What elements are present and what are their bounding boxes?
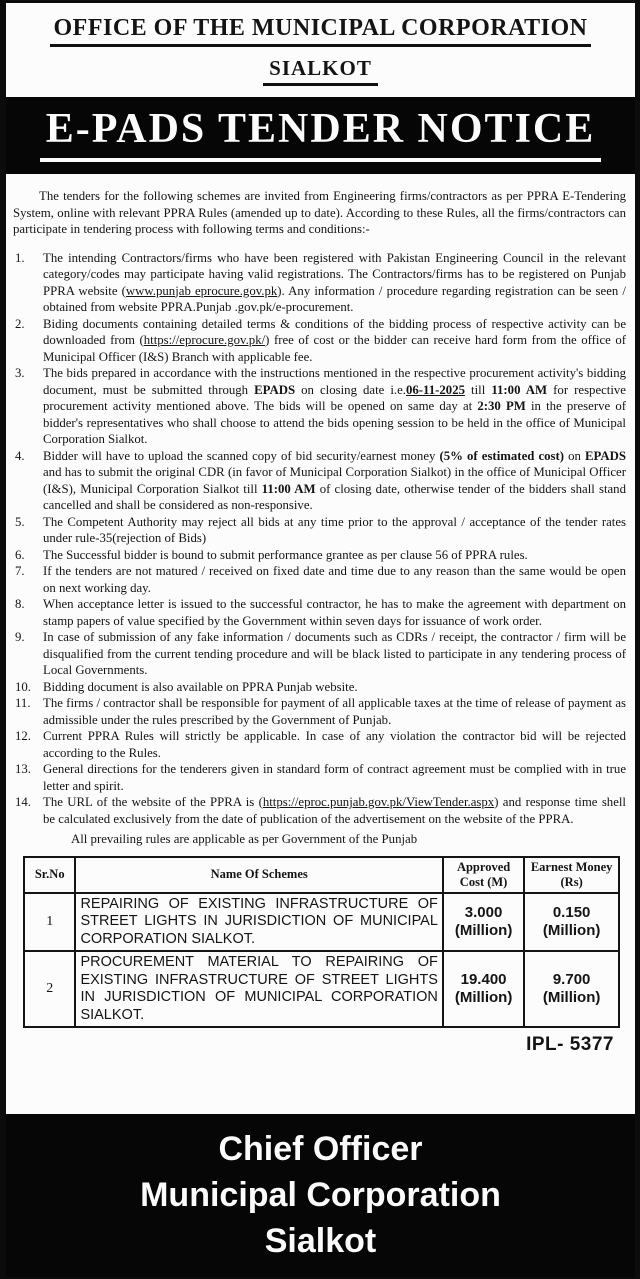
list-item-text	[43, 365, 626, 448]
col-header-scheme-name: Name Of Schemes	[75, 857, 442, 893]
approved-cost-unit: (Million)	[454, 989, 513, 1006]
earnest-money-value: 9.700	[552, 971, 591, 988]
table-row	[24, 951, 619, 1027]
list-item-number: 9.	[15, 630, 25, 644]
text-segment: Bidder will have to upload the scanned copy of bid security/earnest money	[43, 448, 440, 463]
col-header-srno: Sr.No	[24, 857, 75, 893]
footer-line: Sialkot	[264, 1222, 377, 1260]
row-approved-cost	[443, 893, 524, 952]
text-segment: The firms / contractor shall be responsible for payment of all applicable taxes at the time of release of payment as admissible under the rules prescribed by the Government of Punjab.	[43, 696, 626, 727]
list-item-text	[43, 728, 626, 761]
list-item-text	[43, 695, 626, 728]
text-segment: for respective procurement activity mentioned above. The bids will be opened on same day at	[43, 382, 626, 413]
text-segment: Current PPRA Rules will strictly be applicable. In case of any violation the contractor bid will be rejected according to the Rules.	[43, 729, 626, 760]
approved-cost-value: 3.000	[464, 903, 503, 921]
table-header-row	[24, 857, 619, 893]
list-item-number: 10.	[15, 679, 31, 694]
earnest-money-unit: (Million)	[542, 989, 601, 1006]
url-text: https://eproc.punjab.gov.pk/ViewTender.aspx	[262, 795, 495, 809]
text-segment: of closing date, otherwise tender of the bidders shall stand cancelled and shall be considered as non-responsive.	[43, 481, 626, 512]
office-title-text: OFFICE OF THE MUNICIPAL CORPORATION	[50, 15, 592, 47]
text-segment: EPADS	[254, 382, 296, 397]
list-item-text	[43, 761, 626, 794]
list-item	[13, 250, 626, 316]
ipl-code: IPL- 5377	[526, 1034, 614, 1055]
list-item-text	[43, 448, 626, 514]
row-earnest-money	[524, 951, 619, 1027]
url-text: https://eprocure.gov.pk/	[143, 333, 266, 347]
list-item-text	[43, 250, 626, 316]
list-item-number: 2.	[15, 316, 25, 331]
text-segment: ). Any information / procedure regarding registration can be seen / obtained from website PPRA.Punjab .gov.pk/e-procurement.	[43, 283, 626, 314]
list-item-text	[43, 316, 626, 366]
earnest-money-unit: (Million)	[542, 921, 601, 939]
text-segment: The Successful bidder is bound to submit performance grantee as per clause 56 of PPRA rules.	[43, 547, 528, 562]
list-item-text	[43, 794, 626, 827]
list-item-text	[43, 547, 626, 564]
text-segment: Bidding document is also available on PPRA Punjab website.	[43, 679, 358, 694]
list-item-number: 12.	[15, 729, 31, 743]
text-segment: on closing date i.e.	[295, 382, 406, 397]
list-item-number: 11.	[15, 696, 31, 710]
col-header-approved-cost: Approved Cost (M)	[443, 857, 524, 893]
list-item-text	[43, 679, 626, 696]
col-header-earnest-money: Earnest Money (Rs)	[524, 857, 619, 893]
list-item	[13, 547, 626, 564]
list-item	[13, 316, 626, 366]
office-city-text: SIALKOT	[263, 56, 378, 86]
header	[6, 3, 635, 97]
office-title-line2	[14, 47, 627, 86]
list-item	[13, 761, 626, 794]
table-row	[24, 893, 619, 952]
list-item-number: 6.	[15, 547, 25, 562]
list-item-number: 13.	[15, 762, 31, 776]
text-segment: When acceptance letter is issued to the successful contractor, he has to make the agreement with department on stamp papers of value specified by the Government within seven days for issuance of work order.	[43, 597, 626, 628]
text-segment: on	[564, 448, 585, 463]
list-item-number: 14.	[15, 795, 31, 809]
text-segment: and has to submit the original CDR (in favor of Municipal Corporation Sialkot) in the office of Municipal Officer (I&S), Municipal Corporation Sialkot till	[43, 465, 626, 496]
schemes-table	[23, 856, 620, 1029]
text-segment: The intending Contractors/firms who have been registered with Pakistan Engineering Council in the relevant category/codes may participate having valid registrations. The Contractors/firms has to be registered on Punjab PPRA website (	[43, 250, 626, 298]
list-item-number: 5.	[15, 514, 25, 529]
url-text: www.punjab eprocure.gov.pk	[125, 283, 278, 298]
row-srno: 1	[24, 893, 75, 952]
text-segment: 11:00 AM	[261, 481, 316, 496]
list-item-number: 8.	[15, 597, 25, 611]
row-scheme-name: PROCUREMENT MATERIAL TO REPAIRING OF EXISTING INFRASTRUCTURE OF STREET LIGHTS IN JURISDICTION OF MUNICIPAL CORPORATION SIALKOT.	[75, 951, 442, 1027]
text-segment: The bids prepared in accordance with the instructions mentioned in the respective procurement activity's bidding document, must be submitted through	[43, 366, 626, 397]
list-item	[13, 563, 626, 596]
list-item	[13, 679, 626, 696]
terms-list	[13, 250, 626, 828]
list-item	[13, 514, 626, 547]
notice-banner-title: E-PADS TENDER NOTICE	[40, 105, 602, 162]
list-item-text	[43, 514, 626, 547]
text-segment: 06-11-2025	[406, 382, 466, 397]
list-item-text	[43, 563, 626, 596]
list-item-text	[43, 629, 626, 679]
row-earnest-money	[524, 893, 619, 952]
row-approved-cost	[443, 951, 524, 1027]
list-item-text	[43, 596, 626, 629]
text-segment: If the tenders are not matured / received on fixed date and time due to any reason than the same would be open on next working day.	[43, 564, 626, 595]
prevailing-note: All prevailing rules are applicable as per Government of the Punjab	[71, 832, 418, 846]
list-item	[13, 695, 626, 728]
list-item	[13, 794, 626, 827]
signature-footer	[6, 1114, 635, 1277]
list-item-number: 1.	[15, 250, 25, 265]
list-item	[13, 629, 626, 679]
list-item	[13, 728, 626, 761]
list-item-number: 3.	[15, 366, 25, 380]
notice-body	[6, 174, 635, 1114]
list-item-number: 4.	[15, 448, 25, 463]
earnest-money-value: 0.150	[552, 903, 591, 921]
text-segment: In case of submission of any fake information / documents such as CDRs / receipt, the contractor / firm will be disqualified from the current tending procedure and will be black listed to participate in any tendering process of Local Governments.	[43, 630, 626, 677]
text-segment: The URL of the website of the PPRA is (	[43, 795, 263, 809]
text-segment: ) and response time shell be calculated exclusively from the date of publication of the advertisement on the website of the PPRA.	[43, 795, 626, 826]
footer-line: Municipal Corporation	[140, 1176, 501, 1214]
text-segment: General directions for the tenderers given in standard form of contract agreement must be complied with in true letter and spirit.	[43, 762, 626, 793]
text-segment: till	[465, 382, 492, 397]
intro-paragraph: The tenders for the following schemes are invited from Engineering firms/contractors as per PPRA E-Tendering System, online with relevant PPRA Rules (amended up to date). According to these Rules, all the firms/contractors can participate in tendering process with following terms and conditions:-	[13, 189, 626, 236]
row-scheme-name: REPAIRING OF EXISTING INFRASTRUCTURE OF STREET LIGHTS IN JURISDICTION OF MUNICIPAL CORPORATION SIALKOT.	[75, 893, 442, 952]
text-segment: The Competent Authority may reject all bids at any time prior to the approval / acceptance of the tender rates under rule-35(rejection of Bids)	[43, 514, 626, 545]
text-segment: (5% of estimated cost)	[439, 448, 565, 463]
footer-line: Chief Officer	[218, 1130, 423, 1168]
approved-cost-unit: (Million)	[454, 921, 513, 939]
list-item	[13, 596, 626, 629]
text-segment: in the preserve of bidder's representatives who shall choose to attend the bids opening session to be held in the office of Municipal Corporation Sialkot.	[43, 399, 626, 446]
schemes-table-header	[24, 857, 619, 893]
text-segment: ) free of cost or the bidder can receive hard form from the office of Municipal Officer (I&S) Branch with applicable fee.	[43, 333, 626, 364]
list-item-number: 7.	[15, 564, 25, 578]
office-title-line1	[14, 15, 627, 47]
text-segment: Biding documents containing detailed terms & conditions of the bidding process of respective activity can be downloaded from (	[43, 316, 626, 347]
list-item	[13, 448, 626, 514]
text-segment: 11:00 AM	[491, 382, 548, 397]
text-segment: 2:30 PM	[477, 399, 526, 413]
notice-banner	[6, 97, 635, 174]
schemes-table-body	[24, 893, 619, 1028]
approved-cost-value: 19.400	[460, 971, 507, 988]
row-srno: 2	[24, 951, 75, 1027]
list-item	[13, 365, 626, 448]
text-segment: EPADS	[585, 448, 627, 463]
